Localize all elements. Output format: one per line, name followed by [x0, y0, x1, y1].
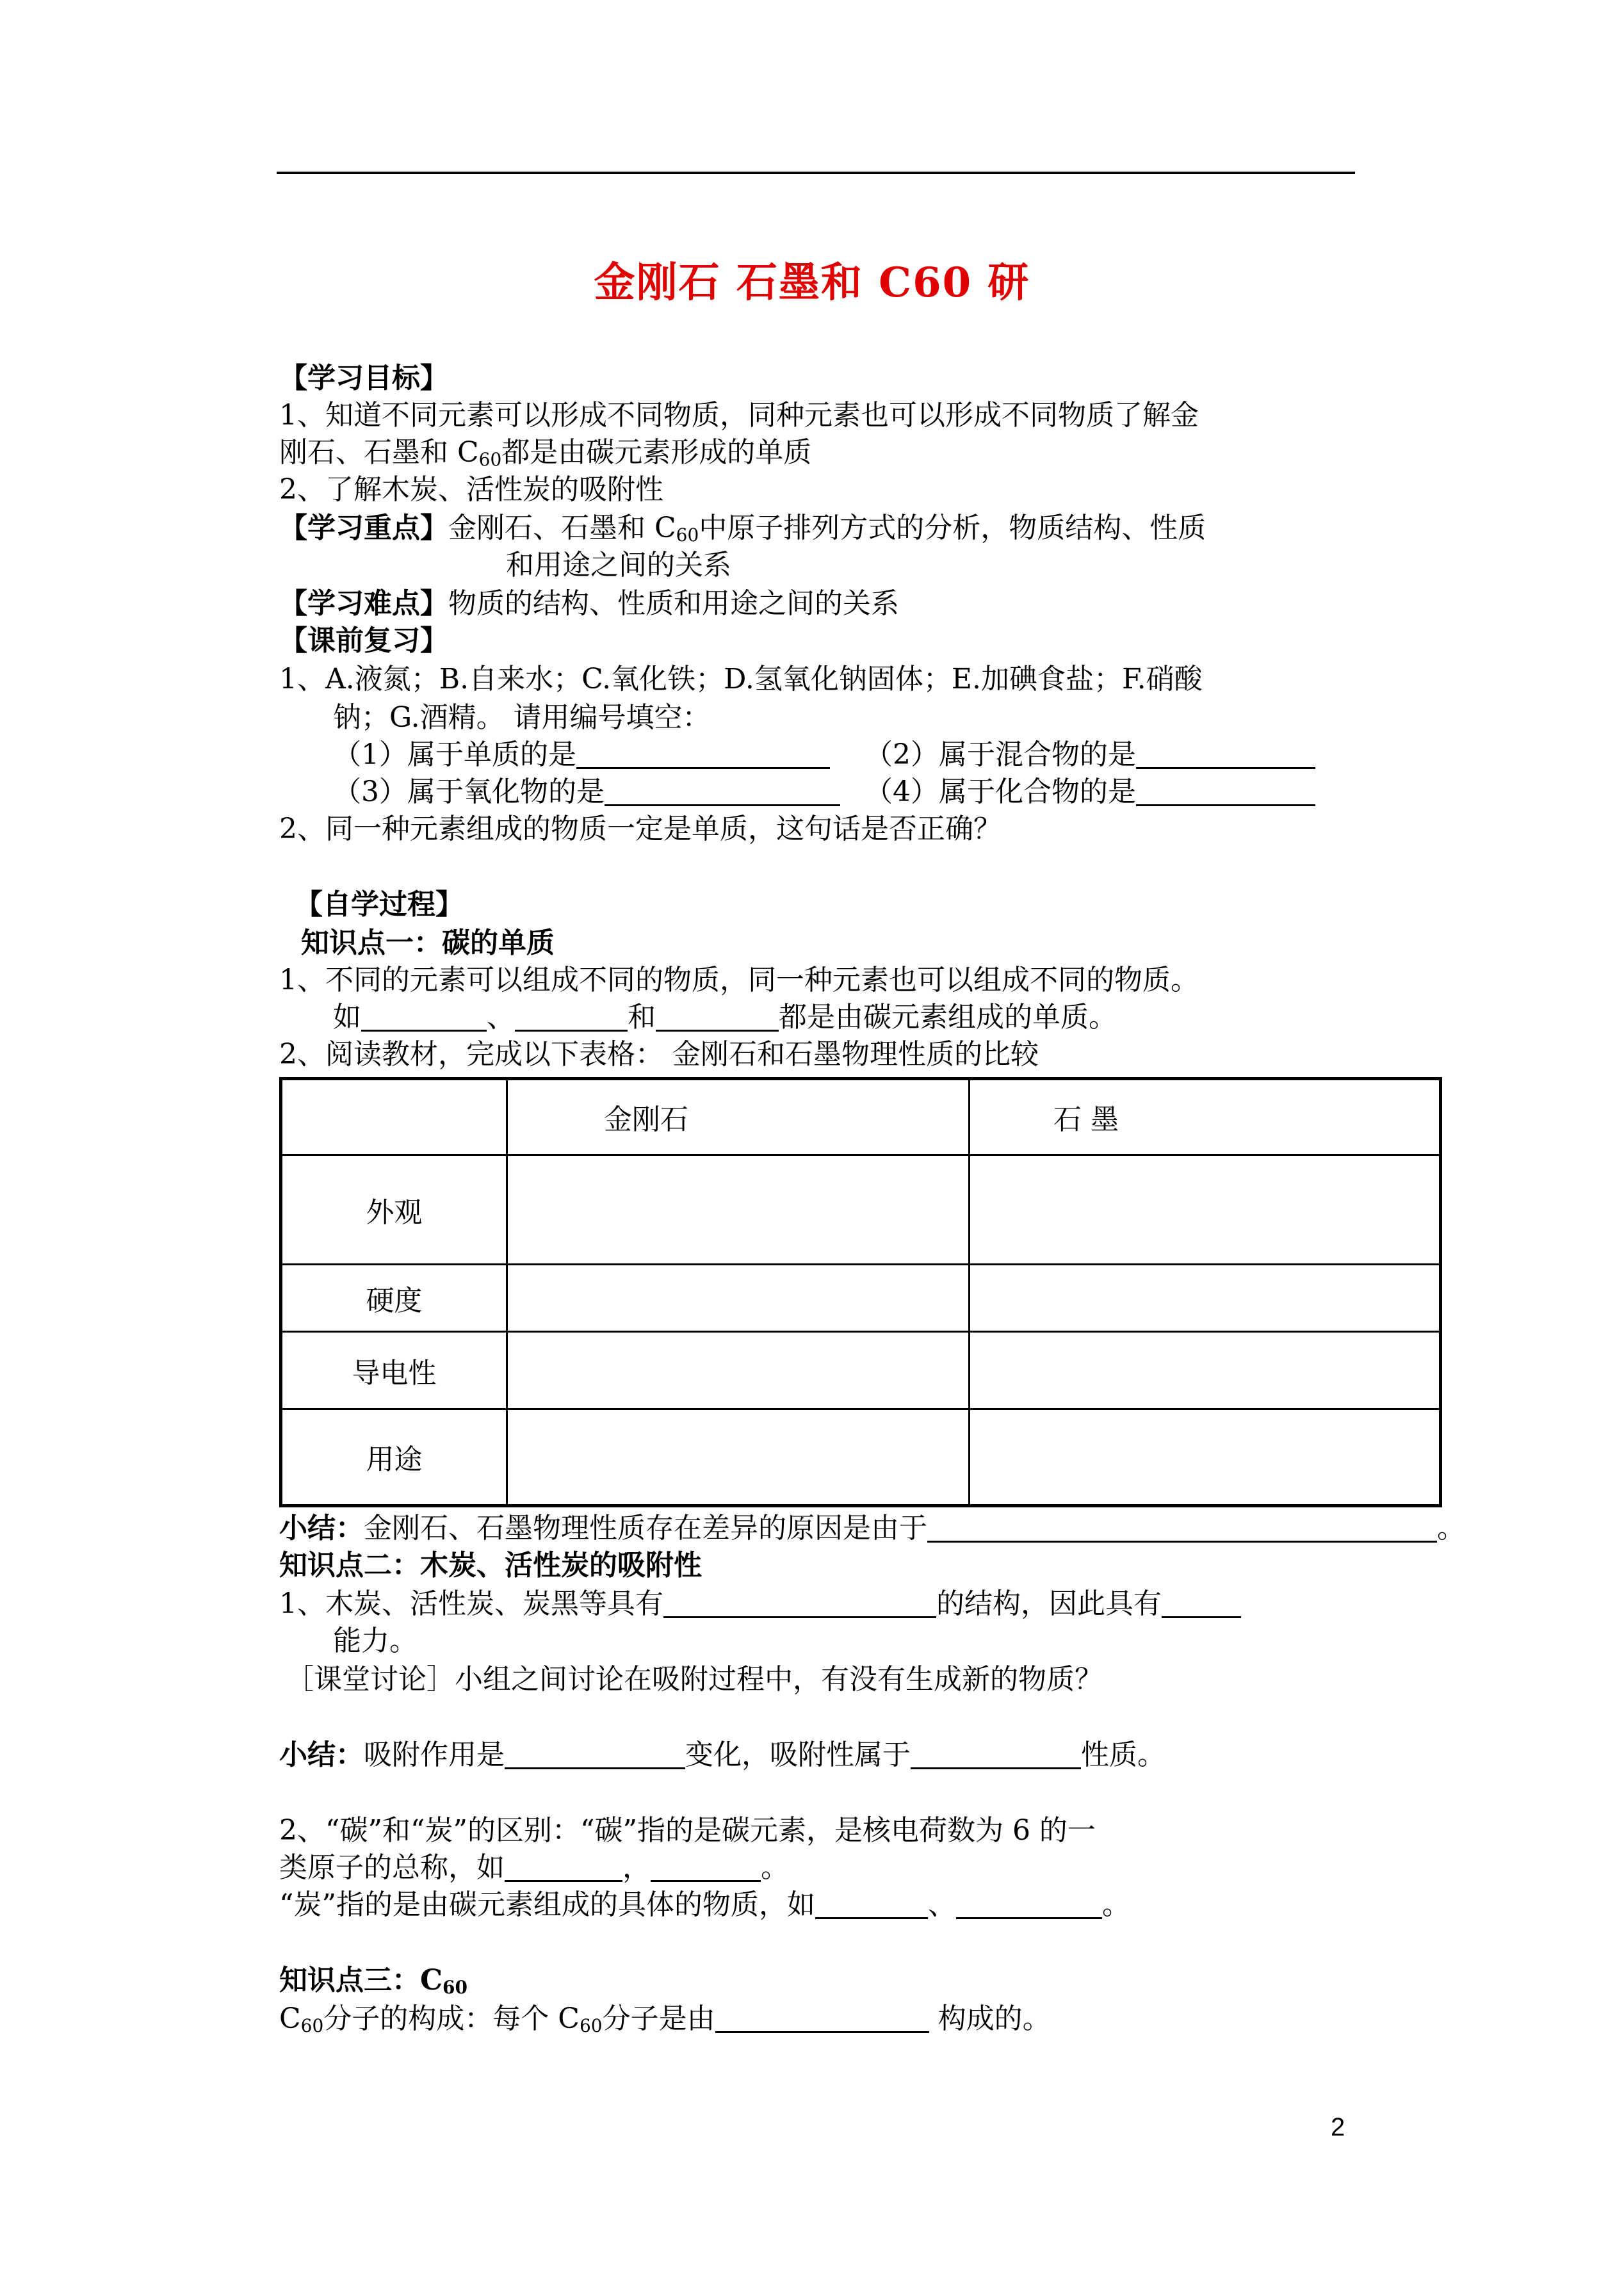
answer-blank[interactable]: [576, 739, 830, 769]
page-number: 2: [1331, 2113, 1345, 2141]
answer-blank[interactable]: [927, 1512, 1437, 1543]
table-cell[interactable]: [969, 1331, 1440, 1409]
objective-2: 2、了解木炭、活性炭的吸附性: [279, 473, 663, 506]
row-label: 导电性: [281, 1331, 507, 1409]
knowledge-point-1-heading: 知识点一：碳的单质: [301, 927, 555, 959]
page-title: 金刚石 石墨和 C60 研: [594, 259, 1030, 307]
kp1-question-1-continued: 如 、 和 都是由碳元素组成的单质。: [333, 1001, 1117, 1034]
answer-blank[interactable]: [361, 1002, 487, 1032]
objective-1-continued: 刚石、石墨和 $C_{60}$都是由碳元素形成的单质: [279, 436, 812, 470]
table-row: [281, 1155, 1441, 1264]
table-header-row: [281, 1079, 1441, 1155]
row-label: 外观: [281, 1155, 507, 1264]
row-label: 硬度: [281, 1265, 507, 1332]
answer-blank[interactable]: [651, 1852, 761, 1882]
table-cell[interactable]: [507, 1409, 969, 1505]
answer-blank[interactable]: [1136, 739, 1315, 769]
table-cell[interactable]: [969, 1265, 1440, 1332]
knowledge-point-3-heading: 知识点三：$C_{60}$: [279, 1964, 467, 1998]
kp2-question-1: 1、木炭、活性炭、炭黑等具有 的结构，因此具有: [279, 1585, 1241, 1623]
knowledge-point-2-heading: 知识点二：木炭、活性炭的吸附性: [279, 1549, 702, 1582]
table-row: [281, 1331, 1441, 1409]
review-question-2: 2、同一种元素组成的物质一定是单质，这句话是否正确？: [279, 813, 1002, 845]
table-row: [281, 1409, 1441, 1505]
answer-blank[interactable]: [663, 1588, 936, 1618]
answer-blank[interactable]: [815, 1889, 928, 1919]
header-rule: [277, 172, 1355, 174]
review-heading: 【课前复习】: [279, 624, 448, 657]
class-discussion: ［课堂讨论］小组之间讨论在吸附过程中，有没有生成新的物质？: [286, 1663, 1103, 1696]
kp3-question: $C_{60}$分子的构成：每个 $C_{60}$分子是由 构成的。: [279, 2002, 1051, 2036]
answer-blank[interactable]: [605, 776, 840, 806]
answer-blank[interactable]: [911, 1739, 1081, 1769]
table-header-cell: [281, 1079, 507, 1155]
review-sub-1: （1）属于单质的是: [333, 736, 830, 774]
review-sub-2: （2）属于混合物的是: [865, 736, 1315, 774]
kp2-question-2-line-2: 类原子的总称，如 ， 。: [279, 1851, 789, 1884]
kp1-question-2: 2、阅读教材，完成以下表格： 金刚石和石墨物理性质的比较: [279, 1038, 1039, 1071]
answer-blank[interactable]: [656, 1002, 779, 1032]
kp2-question-1-continued: 能力。: [333, 1625, 418, 1657]
answer-blank[interactable]: [1136, 776, 1315, 806]
kp2-question-2: 2、“碳”和“炭”的区别：“碳”指的是碳元素，是核电荷数为 6 的一: [279, 1814, 1096, 1847]
table-cell[interactable]: [507, 1265, 969, 1332]
objectives-heading: 【学习目标】: [279, 362, 448, 394]
summary-1: 小结：金刚石、石墨物理性质存在差异的原因是由于 。: [279, 1512, 1465, 1545]
objective-1: 1、知道不同元素可以形成不同物质，同种元素也可以形成不同物质了解金: [279, 399, 1199, 432]
kp1-question-1: 1、不同的元素可以组成不同的物质，同一种元素也可以组成不同的物质。: [279, 964, 1199, 996]
table-cell[interactable]: [969, 1409, 1440, 1505]
table-header-cell: 石 墨: [969, 1079, 1440, 1155]
table-row: [281, 1265, 1441, 1332]
review-sub-4: （4）属于化合物的是: [865, 774, 1315, 811]
review-question-1: 1、A.液氮；B.自来水；C.氧化铁；D.氢氧化钠固体；E.加碘食盐；F.硝酸: [279, 663, 1203, 695]
table-cell[interactable]: [507, 1331, 969, 1409]
answer-blank[interactable]: [505, 1739, 685, 1769]
review-sub-3: （3）属于氧化物的是: [333, 774, 840, 811]
review-question-1-continued: 钠；G.酒精。 请用编号填空：: [333, 701, 711, 734]
table-cell[interactable]: [507, 1155, 969, 1264]
difficulties: 【学习难点】物质的结构、性质和用途之间的关系: [279, 587, 899, 620]
kp2-question-2-line-3: “炭”指的是由碳元素组成的具体的物质，如 、 。: [279, 1888, 1130, 1921]
row-label: 用途: [281, 1409, 507, 1505]
answer-blank[interactable]: [505, 1852, 622, 1882]
answer-blank[interactable]: [515, 1002, 628, 1032]
answer-blank[interactable]: [956, 1889, 1102, 1919]
answer-blank[interactable]: [1162, 1588, 1241, 1618]
summary-2: 小结：吸附作用是 变化，吸附性属于 性质。: [279, 1739, 1165, 1771]
key-points-continued: 和用途之间的关系: [506, 549, 731, 581]
self-study-heading: 【自学过程】: [295, 888, 464, 921]
key-points: 【学习重点】金刚石、石墨和 $C_{60}$中原子排列方式的分析，物质结构、性质: [279, 512, 1206, 546]
answer-blank[interactable]: [715, 2003, 929, 2033]
comparison-table: [279, 1077, 1442, 1507]
table-cell[interactable]: [969, 1155, 1440, 1264]
table-header-cell: 金刚石: [507, 1079, 969, 1155]
